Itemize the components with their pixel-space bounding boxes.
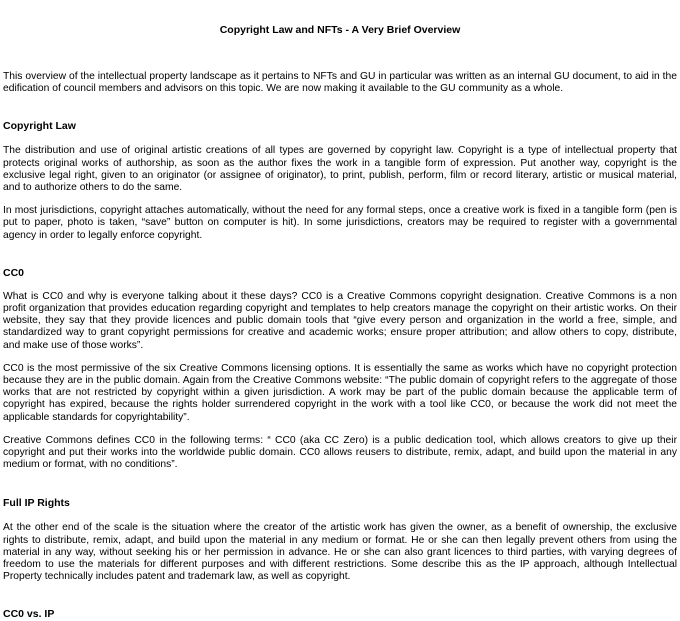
- copyright-law-paragraph-2: In most jurisdictions, copyright attaches automatically, without the need for any formal steps, once a creative work is fixed in a tangible form (pen is put to paper, photo is taken, “save” button on computer is hit). In some jurisdictions, creators may be required to register with a governmental agency in order to legally enforce copyright.: [3, 205, 677, 241]
- document-page: [3, 0, 677, 621]
- section-heading-full-ip-rights: Full IP Rights: [3, 497, 70, 510]
- section-heading-cc0: CC0: [3, 266, 25, 279]
- cc0-paragraph-1: What is CC0 and why is everyone talking about it these days? CC0 is a Creative Commons copyright designation. Creative Commons is a non profit organization that provides education regarding copyright and templates to help creators manage the copyright on their artistic works. On their website, they say that they provide licences and public domain tools that “give every person and organization in the world a free, simple, and standardized way to grant copyright permissions for creative and academic works; ensure proper attribution; and allow others to copy, distribute, and make use of those works”.: [3, 290, 677, 351]
- page-title: Copyright Law and NFTs - A Very Brief Overview: [219, 24, 461, 36]
- cc0-paragraph-2: CC0 is the most permissive of the six Creative Commons licensing options. It is essentially the same as works which have no copyright protection because they are in the public domain. Again from the Creative Commons website: “The public domain of copyright refers to the aggregate of those works that are not restricted by copyright within a given jurisdiction. A work may be part of the public domain because the applicable term of copyright has expired, because the rights holder surrendered copyright in the work with a tool like CC0, or because the work did not meet the applicable standards for copyrightability”.: [3, 362, 677, 423]
- full-ip-rights-paragraph-1: At the other end of the scale is the situation where the creator of the artistic work has given the owner, as a benefit of ownership, the exclusive rights to distribute, remix, adapt, and build upon the material in any medium or format. He or she can then legally prevent others from using the material in any way, without seeking his or her permission in advance. He or she can also grant licences to third parties, with varying degrees of freedom to use the materials for different purposes and with different restrictions. Some describe this as the IP approach, although Intellectual Property technically includes patent and trademark law, as well as copyright.: [3, 522, 677, 583]
- section-heading-cc0-vs-ip: CC0 vs. IP: [3, 608, 55, 621]
- cc0-paragraph-3: Creative Commons defines CC0 in the following terms: “ CC0 (aka CC Zero) is a public dedication tool, which allows creators to give up their copyright and put their works into the worldwide public domain. CC0 allows reusers to distribute, remix, adapt, and build upon the material in any medium or format, with no conditions”.: [3, 434, 677, 471]
- intro-paragraph: This overview of the intellectual property landscape as it pertains to NFTs and GU in particular was written as an internal GU document, to aid in the edification of council members and advisors on this topic. We are now making it available to the GU community as a whole.: [3, 71, 677, 95]
- section-heading-copyright-law: Copyright Law: [3, 120, 76, 133]
- copyright-law-paragraph-1: The distribution and use of original artistic creations of all types are governed by copyright law. Copyright is a type of intellectual property that protects original works of authorship, as soon as the author fixes the work in a tangible form of expression. Put another way, copyright is the exclusive legal right, given to an originator (or assignee of originator), to print, publish, perform, film or record literary, artistic or musical material, and to authorize others to do the same.: [3, 145, 677, 194]
